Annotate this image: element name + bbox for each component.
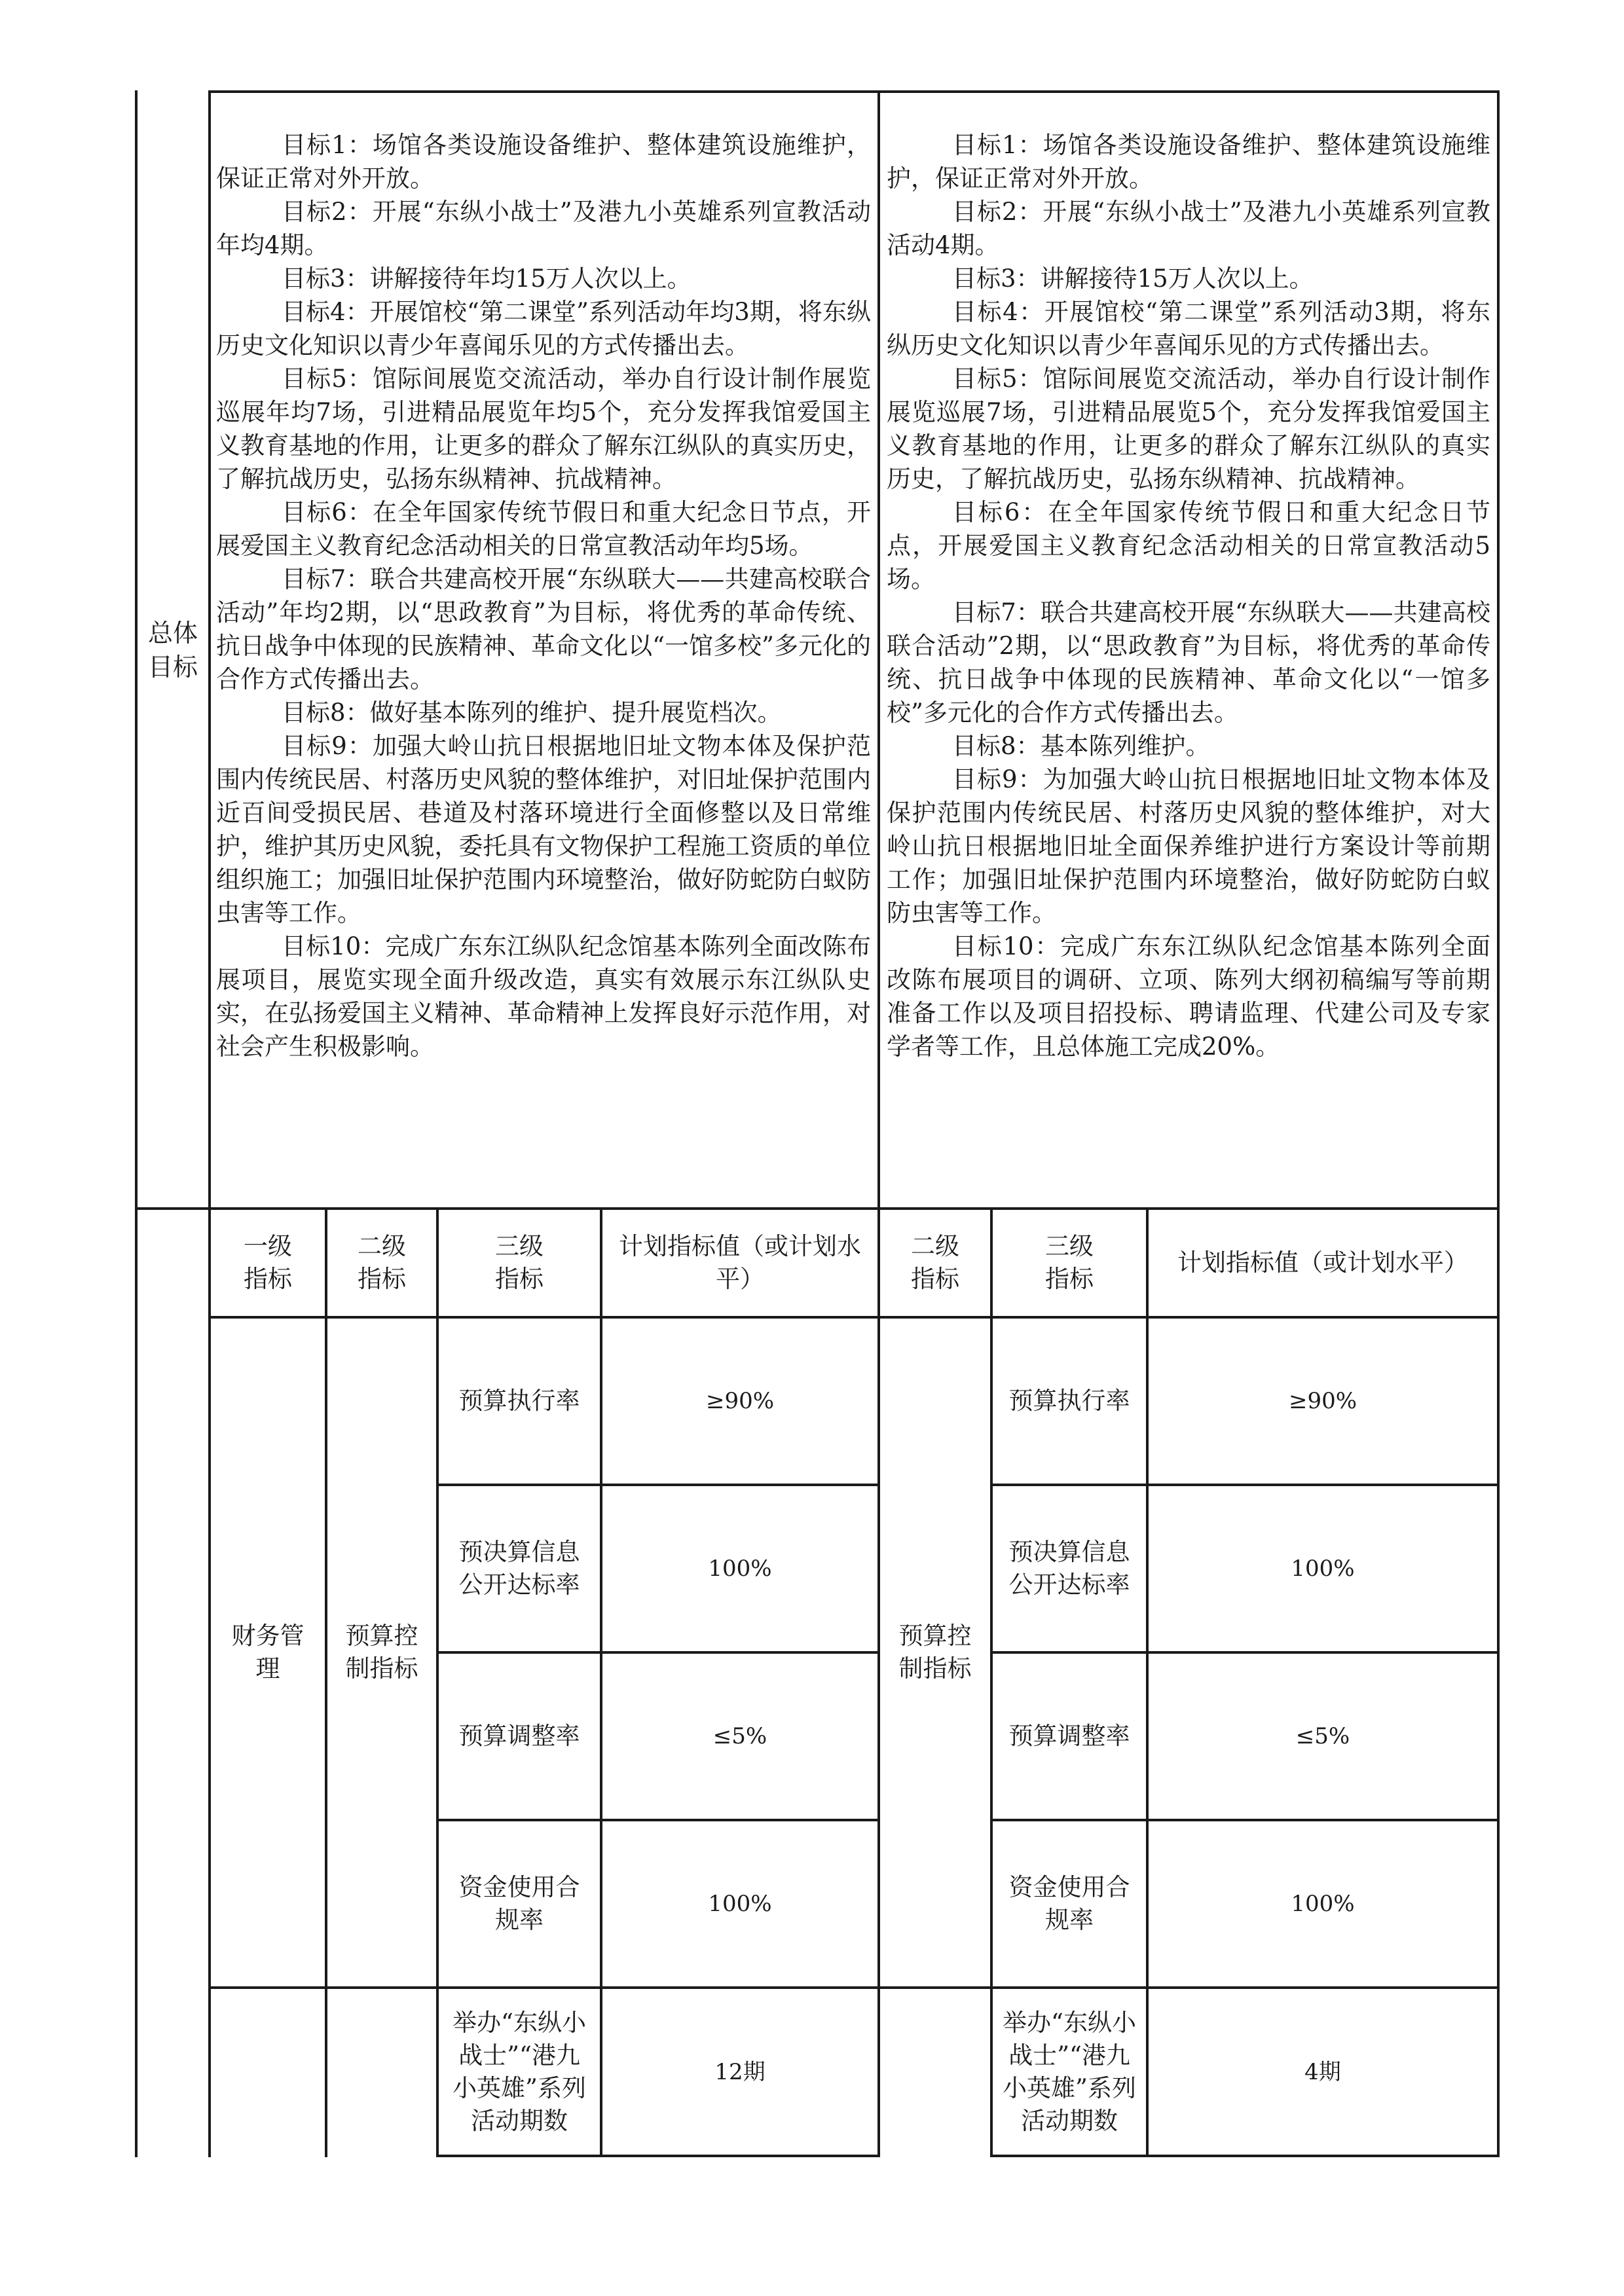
header-level1-text: 一级指标 [244,1232,292,1293]
row5-right-value-text: 4期 [1304,2058,1341,2085]
table-bottom-border-right [990,2155,1500,2157]
row2-right-indicator-text: 预决算信息公开达标率 [1008,1538,1130,1599]
row2-left-value [602,1486,877,1651]
goal-left-1: 目标1：场馆各类设施设备维护、整体建筑设施维护，保证正常对外开放。 [216,131,871,192]
header-planned-left [602,1210,877,1316]
row2-right-value-text: 100% [1291,1556,1355,1582]
row2-left-indicator [439,1486,600,1651]
row2-left-value-text: 100% [708,1556,772,1582]
row5-right-indicator-text: 举办“东纵小战士”“港九小英雄”系列活动期数 [1003,2008,1136,2135]
table-right-border [1497,90,1500,2157]
row1-right-indicator-text: 预算执行率 [1008,1387,1130,1415]
header-level2-text: 二级指标 [358,1232,406,1293]
goal-left-8: 目标8：做好基本陈列的维护、提升展览档次。 [282,699,782,727]
goal-left-10: 目标10：完成广东东江纵队纪念馆基本陈列全面改陈布展项目，展览实现全面升级改造，真实有效展示东江纵队史实，在弘扬爱国主义精神、革命精神上发挥良好示范作用，对社会产生积极影响。 [216,932,871,1061]
goal-right-3: 目标3：讲解接待15万人次以上。 [952,264,1314,293]
row3-right-indicator [993,1654,1146,1819]
header-planned-right [1149,1210,1497,1316]
goal-right-10: 目标10：完成广东东江纵队纪念馆基本陈列全面改陈布展项目的调研、立项、陈列大纲初稿编写等前期准备工作以及项目招投标、聘请监理、代建公司及专家学者等工作，且总体施工完成20%。 [887,932,1490,1061]
header-planned-right-text: 计划指标值（或计划水平） [1177,1248,1468,1277]
row3-left-indicator [439,1654,600,1819]
row5-left-indicator [439,1989,600,2155]
group-level1-text: 财务管理 [231,1622,304,1683]
row4-left-indicator [439,1821,600,1986]
row5-left-indicator-text: 举办“东纵小战士”“港九小英雄”系列活动期数 [452,2008,586,2135]
group-level2-left-text: 预算控制指标 [345,1622,418,1683]
goal-left-2: 目标2：开展“东纵小战士”及港九小英雄系列宣教活动年均4期。 [216,198,871,259]
row3-right-value-text: ≤5% [1295,1723,1350,1749]
goal-right-1: 目标1：场馆各类设施设备维护、整体建筑设施维护，保证正常对外开放。 [887,131,1490,192]
goal-left-7: 目标7：联合共建高校开展“东纵联大——共建高校联合活动”年均2期，以“思政教育”为目标，将优秀的革命传统、抗日战争中体现的民族精神、革命文化以“一馆多校”多元化的合作方式传播出去。 [216,565,871,693]
header-level2-right [880,1210,990,1316]
row2-left-indicator-text: 预决算信息公开达标率 [458,1538,580,1599]
row3-left-indicator-text: 预算调整率 [458,1722,580,1750]
row1-left-value-text: ≥90% [705,1388,775,1414]
header-level3-right [993,1210,1146,1316]
row1-left-indicator-text: 预算执行率 [458,1387,580,1415]
row1-right-value [1149,1319,1497,1484]
section-label-overall-goal [138,93,208,1207]
table-bottom-border [436,2155,877,2157]
row4-right-value-text: 100% [1291,1891,1355,1917]
header-level2-right-text: 二级指标 [911,1232,959,1293]
row1-right-value-text: ≥90% [1288,1388,1357,1414]
goal-right-9: 目标9：为加强大岭山抗日根据地旧址文物本体及保护范围内传统民居、村落历史风貌的整体维护，对大岭山抗日根据地旧址全面保养维护进行方案设计等前期工作；加强旧址保护范围内环境整治，做好防蛇防白蚁防虫害等工作。 [887,765,1490,927]
group-level2-right-text: 预算控制指标 [898,1622,972,1683]
goal-right-7: 目标7：联合共建高校开展“东纵联大——共建高校联合活动”2期，以“思政教育”为目标，将优秀的革命传统、抗日战争中体现的民族精神、革命文化以“一馆多校”多元化的合作方式传播出去。 [887,598,1490,727]
row4-left-indicator-text: 资金使用合规率 [458,1873,580,1934]
goals-middle-border [877,90,880,1210]
row5-right-indicator [993,1989,1146,2155]
goals-top-border [208,90,1500,93]
row4-right-indicator-text: 资金使用合规率 [1008,1873,1130,1934]
row5-left-value-text: 12期 [714,2058,766,2085]
row3-left-value-text: ≤5% [712,1723,767,1749]
row3-right-indicator-text: 预算调整率 [1008,1722,1130,1750]
goals-right-column [887,128,1490,1063]
row3-left-value [602,1654,877,1819]
row1-left-value [602,1319,877,1484]
header-level1 [211,1210,325,1316]
goal-left-6: 目标6：在全年国家传统节假日和重大纪念日节点，开展爱国主义教育纪念活动相关的日常宣教活动年均5场。 [216,498,871,560]
row1-right-indicator [993,1319,1146,1484]
row5-right-value [1149,1989,1497,2155]
group-level2-left [327,1319,436,1986]
goal-right-4: 目标4：开展馆校“第二课堂”系列活动3期，将东纵历史文化知识以青少年喜闻乐见的方式传播出去。 [887,298,1490,359]
goal-left-3: 目标3：讲解接待年均15万人次以上。 [282,264,692,293]
header-level3-text: 三级指标 [495,1232,544,1293]
goal-left-4: 目标4：开展馆校“第二课堂”系列活动年均3期，将东纵历史文化知识以青少年喜闻乐见的方式传播出去。 [216,298,871,359]
row2-right-value [1149,1486,1497,1651]
goal-right-2: 目标2：开展“东纵小战士”及港九小英雄系列宣教活动4期。 [887,198,1490,259]
row4-right-value [1149,1821,1497,1986]
group-level2-right [880,1319,990,1986]
section-label-text: 总体目标 [147,619,198,682]
header-planned-left-text: 计划指标值（或计划水平） [619,1232,861,1293]
goal-right-8: 目标8：基本陈列维护。 [952,732,1210,760]
header-level3-right-text: 三级指标 [1045,1232,1094,1293]
row4-left-value [602,1821,877,1986]
row4-left-value-text: 100% [708,1891,772,1917]
row2-right-indicator [993,1486,1146,1651]
header-level3 [439,1210,600,1316]
group-level1-finance [211,1319,325,1986]
goal-left-9: 目标9：加强大岭山抗日根据地旧址文物本体及保护范围内传统民居、村落历史风貌的整体维护，对旧址保护范围内近百间受损民居、巷道及村落环境进行全面修整以及日常维护，维护其历史风貌，委托具有文物保护工程施工资质的单位组织施工；加强旧址保护范围内环境整治，做好防蛇防白蚁防虫害等工作。 [216,732,871,927]
row5-left-value [602,1989,877,2155]
header-level2 [327,1210,436,1316]
row1-left-indicator [439,1319,600,1484]
goal-right-6: 目标6：在全年国家传统节假日和重大纪念日节点，开展爱国主义教育纪念活动相关的日常宣教活动5场。 [887,498,1490,593]
goal-right-5: 目标5：馆际间展览交流活动，举办自行设计制作展览巡展7场，引进精品展览5个，充分发挥我馆爱国主义教育基地的作用，让更多的群众了解东江纵队的真实历史，了解抗战历史，弘扬东纵精神、抗战精神。 [887,365,1490,493]
goal-left-5: 目标5：馆际间展览交流活动，举办自行设计制作展览巡展年均7场，引进精品展览年均5个，充分发挥我馆爱国主义教育基地的作用，让更多的群众了解东江纵队的真实历史，了解抗战历史，弘扬东纵精神、抗战精神。 [216,365,871,493]
goals-left-column [216,128,871,1063]
row4-right-indicator [993,1821,1146,1986]
row3-right-value [1149,1654,1497,1819]
